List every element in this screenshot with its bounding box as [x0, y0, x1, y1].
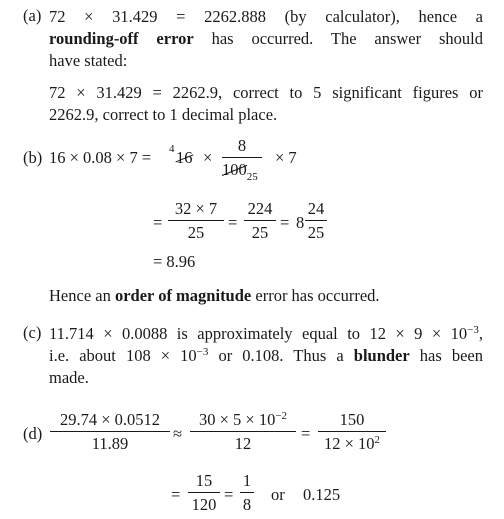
- cancel-result: 4: [169, 143, 175, 155]
- approx-sign: ≈: [173, 424, 183, 443]
- fraction-15-over-120: 15 120: [188, 471, 220, 514]
- fraction-8-over-100: 8 $100_{25}$: [222, 136, 262, 182]
- fraction-24-over-25: 24 25: [305, 199, 327, 242]
- part-d-label: (d): [23, 424, 43, 443]
- blunder-term: blunder: [353, 346, 410, 365]
- fraction-30x5x10-over-12: $30 \times 5 \times 10^{-2}$ 12: [190, 410, 296, 453]
- part-b-label: (b): [23, 148, 43, 167]
- order-of-magnitude-term: order of magnitude: [114, 286, 252, 305]
- part-a-calc: 72 × 31.429 = 2262.888: [49, 7, 266, 26]
- rounding-off-error-term: rounding-off error: [49, 29, 194, 48]
- cancelled-100: 100: [222, 160, 247, 179]
- part-b-expression: 16 × 0.08 × 7 =: [49, 148, 152, 167]
- part-a-answer: 72 × 31.429 = 2262.9, correct to 5 significant figures or 2262.9, correct to 1 decimal place.: [49, 83, 483, 124]
- mixed-whole-8: 8: [296, 213, 305, 232]
- fraction-29-74x0-0512-over-11-89: 29.74 × 0.0512 11.89: [50, 410, 170, 453]
- part-c-label: (c): [23, 323, 42, 342]
- part-b-conclusion: Hence an order of magnitude error has occurred.: [49, 286, 380, 305]
- part-c-text: 11.714 × 0.0088 is approximately equal to $12 \times 9 \times 10^{-3}$, i.e. about $108 \times 10^{-3}$ or 0.108. Thus a blunder has been made.: [49, 324, 483, 387]
- cancelled-16: 16: [176, 148, 193, 167]
- fraction-1-over-8: 1 8: [240, 471, 254, 514]
- fraction-150-over-12x10sq: 150 $12 \times 10^2$: [318, 410, 386, 453]
- part-a-text: 72 × 31.429 = 2262.888 (by calculator), hence a rounding-off error has occurred. The answer should have stated:: [49, 7, 484, 70]
- part-b-result: = 8.96: [153, 252, 196, 271]
- final-answer: 0.125: [303, 485, 341, 504]
- fraction-224-over-25: 224 25: [244, 199, 276, 242]
- fraction-32x7-over-25: 32 × 7 25: [168, 199, 224, 242]
- part-a-label: (a): [23, 6, 42, 25]
